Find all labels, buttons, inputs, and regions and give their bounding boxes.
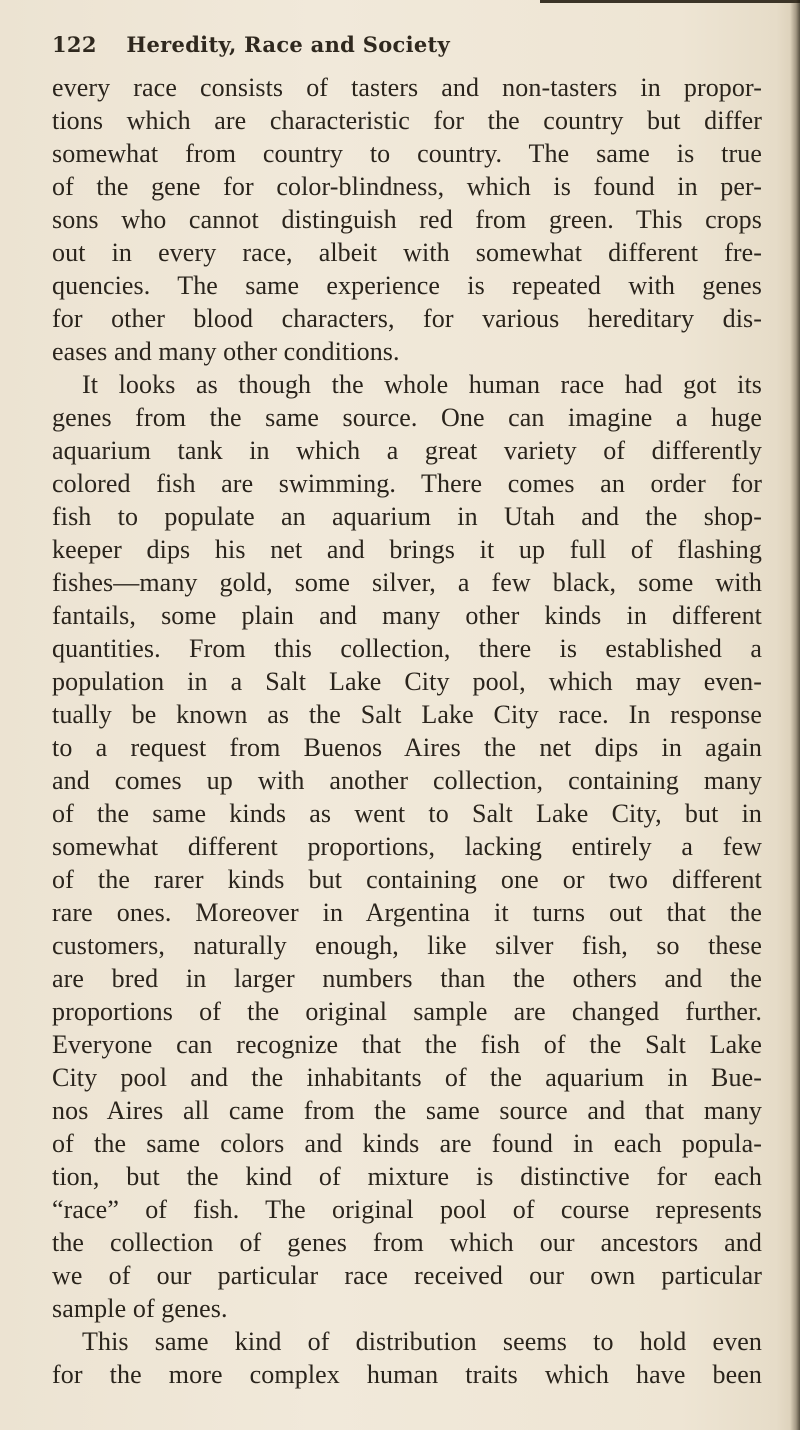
text-line: Everyone can recognize that the fish of the Salt Lake — [52, 1030, 762, 1059]
text-line: tually be known as the Salt Lake City race. In response — [52, 700, 762, 729]
text-line: of the same colors and kinds are found in each popula- — [52, 1129, 762, 1158]
text-line: colored fish are swimming. There comes an order for — [52, 469, 762, 498]
body-text — [52, 71, 762, 1391]
text-line: genes from the same source. One can imagine a huge — [52, 403, 762, 432]
text-line: of the gene for color-blindness, which is found in per- — [52, 172, 762, 201]
text-line: fish to populate an aquarium in Utah and the shop- — [52, 502, 762, 531]
text-line: of the rarer kinds but containing one or two different — [52, 865, 762, 894]
text-line: keeper dips his net and brings it up full of flashing — [52, 535, 762, 564]
text-line: out in every race, albeit with somewhat different fre- — [52, 238, 762, 267]
text-line: are bred in larger numbers than the others and the — [52, 964, 762, 993]
page-edge-shadow — [790, 0, 800, 1430]
page-number: 122 — [52, 32, 97, 57]
text-line: for other blood characters, for various hereditary dis- — [52, 304, 762, 333]
text-line: City pool and the inhabitants of the aquarium in Bue- — [52, 1063, 762, 1092]
text-line: we of our particular race received our own particular — [52, 1261, 762, 1290]
text-line: eases and many other conditions. — [52, 337, 400, 366]
text-line: proportions of the original sample are changed further. — [52, 997, 762, 1026]
text-line: and comes up with another collection, containing many — [52, 766, 762, 795]
text-line: “race” of fish. The original pool of course represents — [52, 1195, 762, 1224]
text-line: sons who cannot distinguish red from green. This crops — [52, 205, 762, 234]
text-line: for the more complex human traits which have been — [52, 1360, 762, 1389]
text-line: tion, but the kind of mixture is distinctive for each — [52, 1162, 762, 1191]
text-line: sample of genes. — [52, 1294, 228, 1323]
text-line: customers, naturally enough, like silver fish, so these — [52, 931, 762, 960]
text-line: fantails, some plain and many other kinds in different — [52, 601, 762, 630]
running-header — [52, 32, 450, 57]
paragraph-start-line: This same kind of distribution seems to hold even — [82, 1327, 762, 1356]
top-edge-rule — [540, 0, 800, 3]
text-line: quantities. From this collection, there is established a — [52, 634, 762, 663]
text-line: to a request from Buenos Aires the net dips in again — [52, 733, 762, 762]
text-line: somewhat from country to country. The same is true — [52, 139, 762, 168]
text-line: tions which are characteristic for the country but differ — [52, 106, 762, 135]
text-line: of the same kinds as went to Salt Lake City, but in — [52, 799, 762, 828]
text-line: aquarium tank in which a great variety of differently — [52, 436, 762, 465]
text-line: somewhat different proportions, lacking entirely a few — [52, 832, 762, 861]
text-line: population in a Salt Lake City pool, which may even- — [52, 667, 762, 696]
text-line: quencies. The same experience is repeated with genes — [52, 271, 762, 300]
text-line: nos Aires all came from the same source and that many — [52, 1096, 762, 1125]
paragraph-start-line: It looks as though the whole human race had got its — [82, 370, 762, 399]
running-title: Heredity, Race and Society — [126, 32, 451, 57]
text-line: fishes—many gold, some silver, a few black, some with — [52, 568, 762, 597]
text-line: every race consists of tasters and non-tasters in propor- — [52, 73, 762, 102]
text-line: the collection of genes from which our ancestors and — [52, 1228, 762, 1257]
text-line: rare ones. Moreover in Argentina it turns out that the — [52, 898, 762, 927]
